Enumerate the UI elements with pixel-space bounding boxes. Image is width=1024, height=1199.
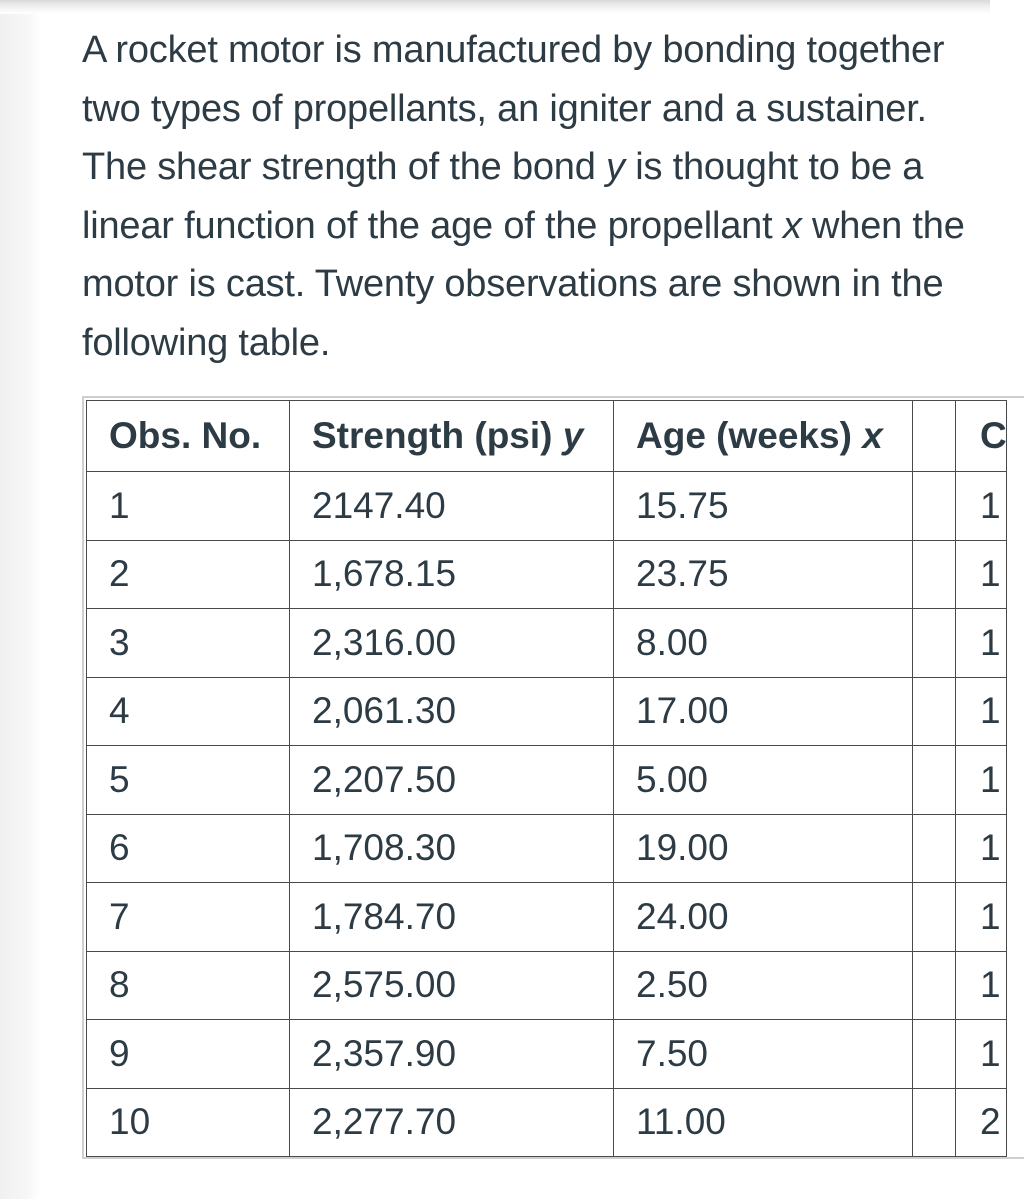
cell-empty [913,609,956,678]
table-row [87,540,1007,609]
cell-strength: 2,061.30 [290,677,614,746]
table-row [87,951,1007,1020]
data-table-container [82,396,1024,1159]
cell-obs-no: 4 [87,677,290,746]
cell-obs-no: 1 [87,472,290,541]
left-gutter [0,14,40,1199]
header-cut-column: C [956,401,1007,472]
cell-strength: 2,357.90 [290,1020,614,1089]
table-row [87,609,1007,678]
cell-obs-no: 9 [87,1020,290,1089]
cell-empty [913,677,956,746]
cell-age: 19.00 [614,814,913,883]
cell-obs-no: 8 [87,951,290,1020]
cell-obs-no: 10 [87,1088,290,1157]
table-row [87,814,1007,883]
cell-strength: 1,678.15 [290,540,614,609]
cell-cut: 1 [956,951,1007,1020]
table-row [87,1088,1007,1157]
cell-age: 11.00 [614,1088,913,1157]
variable-x: x [782,204,802,247]
cell-strength: 1,784.70 [290,883,614,952]
cell-age: 7.50 [614,1020,913,1089]
cell-obs-no: 2 [87,540,290,609]
cell-obs-no: 5 [87,746,290,815]
header-obs-no: Obs. No. [87,401,290,472]
cell-strength: 2,575.00 [290,951,614,1020]
cell-cut: 1 [956,746,1007,815]
header-strength: Strength (psi) y [290,401,614,472]
table-row [87,1020,1007,1089]
cell-empty [913,746,956,815]
cell-age: 23.75 [614,540,913,609]
cell-cut: 1 [956,472,1007,541]
cell-strength: 1,708.30 [290,814,614,883]
question-part-2: is thought to be a linear function of the age of the propellant [82,146,924,247]
question-text [82,21,982,372]
header-age: Age (weeks) x [614,401,913,472]
cell-strength: 2,277.70 [290,1088,614,1157]
table-row [87,677,1007,746]
cell-empty [913,1088,956,1157]
question-part-1: A rocket motor is manufactured by bonding together two types of propellants, an igniter and a sustainer. The shear strength of the bond [82,29,945,188]
variable-y: y [606,146,625,188]
cell-obs-no: 6 [87,814,290,883]
table-row [87,746,1007,815]
cell-cut: 1 [956,883,1007,952]
cell-age: 5.00 [614,746,913,815]
cell-age: 2.50 [614,951,913,1020]
cell-strength: 2,207.50 [290,746,614,815]
cell-empty [913,1020,956,1089]
question-part-3: when the motor is cast. Twenty observations are shown in the following table. [82,204,965,364]
cell-strength: 2147.40 [290,472,614,541]
cell-age: 15.75 [614,472,913,541]
cell-age: 8.00 [614,609,913,678]
cell-empty [913,814,956,883]
table-row [87,883,1007,952]
cell-cut: 2 [956,1088,1007,1157]
table-row [87,472,1007,541]
cell-empty [913,883,956,952]
cell-cut: 1 [956,677,1007,746]
data-table [86,400,1007,1157]
header-empty-column [913,401,956,472]
cell-empty [913,540,956,609]
cell-obs-no: 7 [87,883,290,952]
cell-cut: 1 [956,609,1007,678]
top-shadow [0,0,990,14]
cell-strength: 2,316.00 [290,609,614,678]
table-header-row [87,401,1007,472]
cell-cut: 1 [956,1020,1007,1089]
cell-empty [913,951,956,1020]
cell-cut: 1 [956,540,1007,609]
cell-obs-no: 3 [87,609,290,678]
cell-age: 24.00 [614,883,913,952]
cell-cut: 1 [956,814,1007,883]
cell-age: 17.00 [614,677,913,746]
cell-empty [913,472,956,541]
